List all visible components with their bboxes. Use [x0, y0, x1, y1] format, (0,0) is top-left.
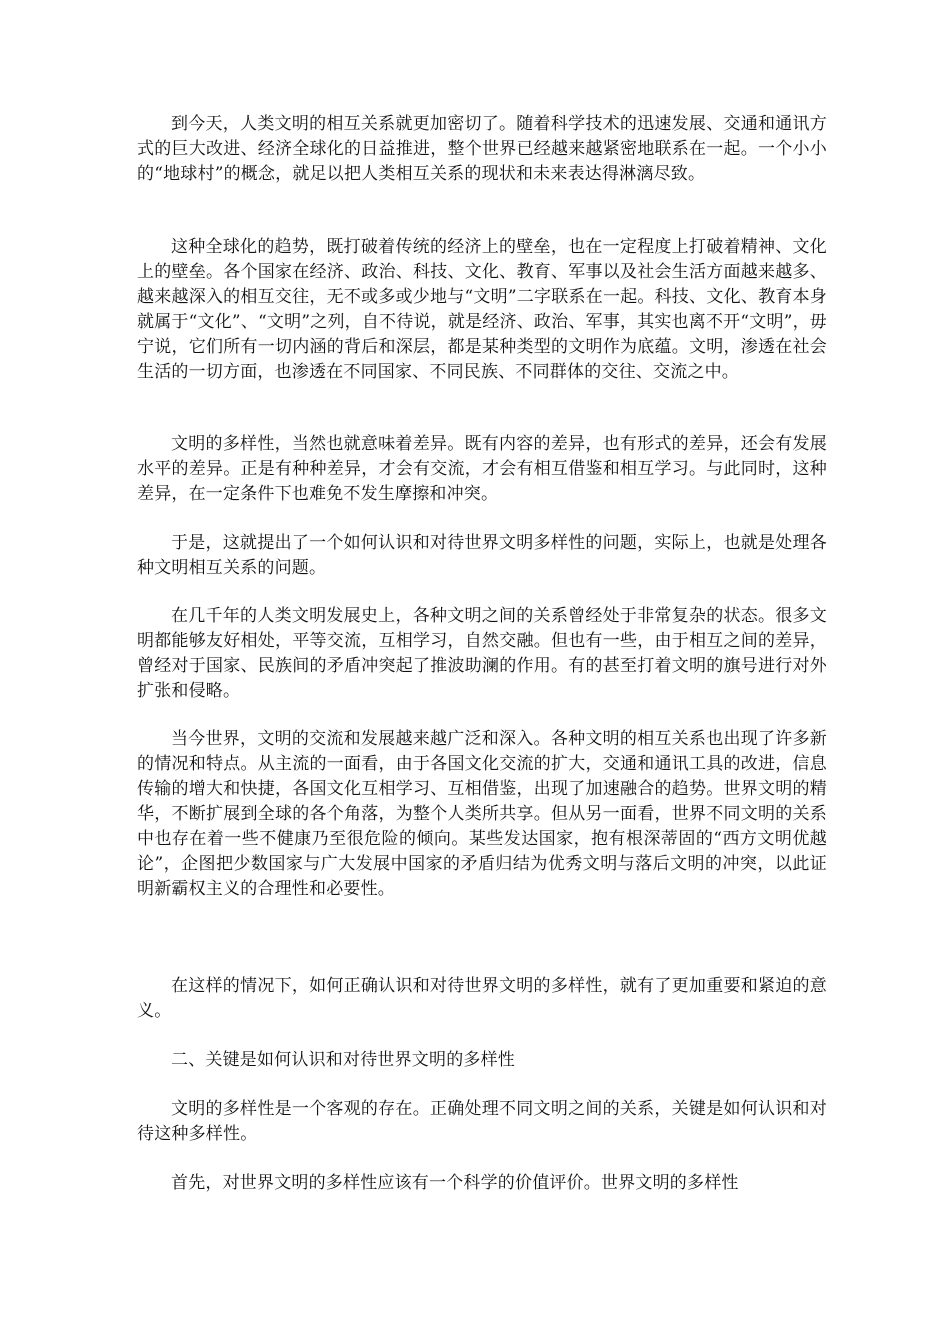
paragraph: 在几千年的人类文明发展史上，各种文明之间的关系曾经处于非常复杂的状态。很多文明都能够友好相处，平等交流，互相学习，自然交融。但也有一些，由于相互之间的差异，曾经对于国家、民族间的矛盾冲突起了推波助澜的作用。有的甚至打着文明的旗号进行对外扩张和侵略。: [137, 606, 827, 701]
section-heading: 二、关键是如何认识和对待世界文明的多样性: [171, 1050, 515, 1070]
paragraph: 文明的多样性，当然也就意味着差异。既有内容的差异，也有形式的差异，还会有发展水平的差异。正是有种种差异，才会有交流，才会有相互借鉴和相互学习。与此同时，这种差异，在一定条件下也难免不发生摩擦和冲突。: [137, 434, 827, 504]
paragraph: 这种全球化的趋势，既打破着传统的经济上的壁垒，也在一定程度上打破着精神、文化上的壁垒。各个国家在经济、政治、科技、文化、教育、军事以及社会生活方面越来越多、越来越深入的相互交往，无不或多或少地与“文明”二字联系在一起。科技、文化、教育本身就属于“文化”、“文明”之列，自不待说，就是经济、政治、军事，其实也离不开“文明”，毋宁说，它们所有一切内涵的背后和深层，都是某种类型的文明作为底蕴。文明，渗透在社会生活的一切方面，也渗透在不同国家、不同民族、不同群体的交往、交流之中。: [137, 237, 827, 382]
paragraph: 首先，对世界文明的多样性应该有一个科学的价值评价。世界文明的多样性: [171, 1173, 739, 1193]
paragraph: 当今世界，文明的交流和发展越来越广泛和深入。各种文明的相互关系也出现了许多新的情况和特点。从主流的一面看，由于各国文化交流的扩大，交通和通讯工具的改进，信息传输的增大和快捷，各国文化互相学习、互相借鉴，出现了加速融合的趋势。世界文明的精华，不断扩展到全球的各个角落，为整个人类所共享。但从另一面看，世界不同文明的关系中也存在着一些不健康乃至很危险的倾向。某些发达国家，抱有根深蒂固的“西方文明优越论”，企图把少数国家与广大发展中国家的矛盾归结为优秀文明与落后文明的冲突，以此证明新霸权主义的合理性和必要性。: [137, 729, 827, 899]
paragraph: 文明的多样性是一个客观的存在。正确处理不同文明之间的关系，关键是如何认识和对待这种多样性。: [137, 1099, 827, 1144]
paragraph: 在这样的情况下，如何正确认识和对待世界文明的多样性，就有了更加重要和紧迫的意义。: [137, 976, 827, 1021]
paragraph: 于是，这就提出了一个如何认识和对待世界文明多样性的问题，实际上，也就是处理各种文明相互关系的问题。: [137, 533, 827, 578]
paragraph: 到今天，人类文明的相互关系就更加密切了。随着科学技术的迅速发展、交通和通讯方式的巨大改进、经济全球化的日益推进，整个世界已经越来越紧密地联系在一起。一个小小的“地球村”的概念，就足以把人类相互关系的现状和未来表达得淋漓尽致。: [137, 114, 827, 184]
